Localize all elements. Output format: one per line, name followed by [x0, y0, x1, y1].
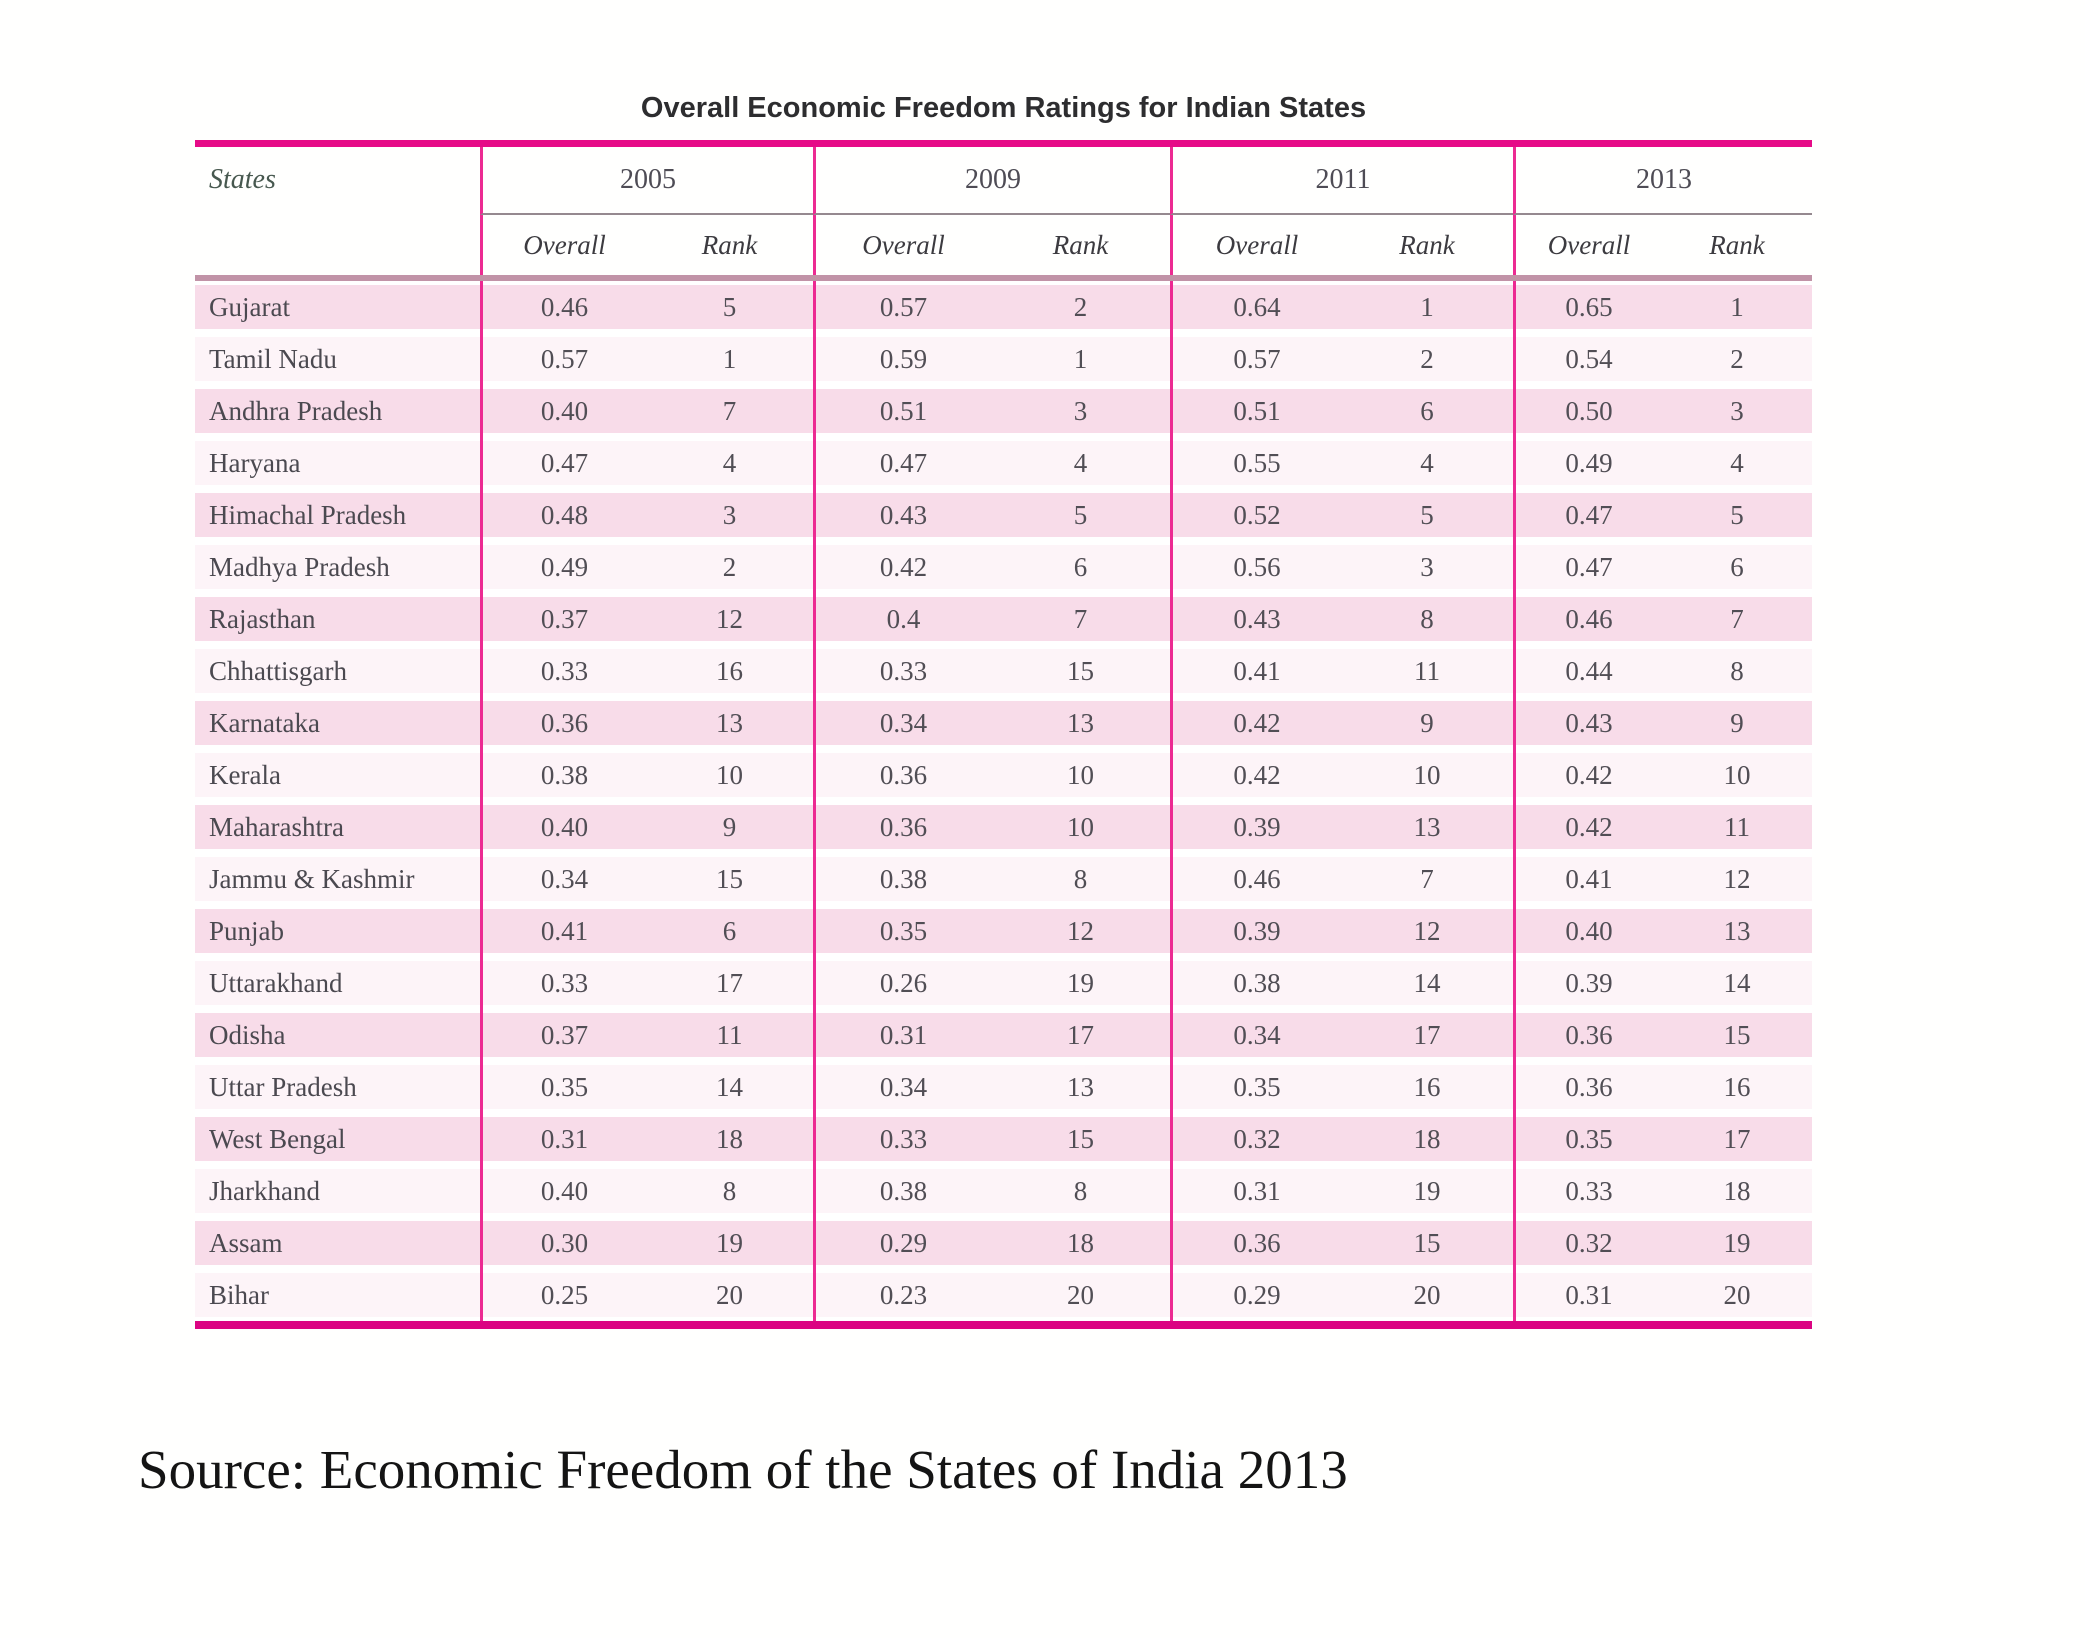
state-name: Tamil Nadu	[209, 343, 337, 374]
overall-value: 0.50	[1513, 385, 1662, 437]
rank-value: 9	[1730, 707, 1744, 738]
rank-value: 20	[1413, 1279, 1441, 1310]
overall-value: 0.47	[813, 437, 991, 489]
overall-value: 0.40	[480, 1165, 646, 1217]
rank-value: 12	[716, 603, 743, 634]
overall-value: 0.29	[1170, 1269, 1341, 1321]
rank-value: 13	[1723, 915, 1751, 946]
overall-value: 0.49	[480, 541, 646, 593]
table-row	[195, 801, 1812, 853]
overall-value: 0.57	[1170, 333, 1341, 385]
overall-value: 0.46	[1170, 853, 1341, 905]
rank-value: 10	[716, 759, 743, 790]
overall-value: 0.33	[813, 645, 991, 697]
column-header-states: States	[209, 164, 276, 195]
rank-value: 6	[1420, 395, 1434, 426]
state-name: Jammu & Kashmir	[209, 863, 415, 894]
overall-value: 0.59	[813, 333, 991, 385]
overall-value: 0.4	[813, 593, 991, 645]
overall-value: 0.42	[1513, 801, 1662, 853]
column-header-2009: 2009	[813, 147, 1170, 215]
rank-value: 15	[716, 863, 743, 894]
table-row	[195, 697, 1812, 749]
table-row	[195, 1165, 1812, 1217]
rank-value: 15	[1723, 1019, 1751, 1050]
state-name: Punjab	[209, 915, 285, 946]
overall-value: 0.31	[813, 1009, 991, 1061]
rank-value: 11	[1414, 655, 1440, 686]
overall-value: 0.65	[1513, 281, 1662, 333]
rank-value: 7	[1730, 603, 1744, 634]
rank-value: 18	[1413, 1123, 1441, 1154]
rank-value: 10	[1067, 811, 1094, 842]
overall-value: 0.36	[813, 749, 991, 801]
overall-value: 0.29	[813, 1217, 991, 1269]
state-name: Karnataka	[209, 707, 320, 738]
state-name: Haryana	[209, 447, 301, 478]
overall-value: 0.38	[1170, 957, 1341, 1009]
overall-value: 0.39	[1170, 905, 1341, 957]
overall-value: 0.49	[1513, 437, 1662, 489]
subheader-overall-2005: Overall	[480, 215, 646, 275]
overall-value: 0.35	[1170, 1061, 1341, 1113]
state-name: Jharkhand	[209, 1175, 320, 1206]
rank-value: 20	[1723, 1279, 1751, 1310]
subheader-rank-2005: Rank	[701, 229, 758, 260]
state-name: Odisha	[209, 1019, 286, 1050]
rank-value: 8	[1420, 603, 1434, 634]
column-header-2005: 2005	[480, 147, 813, 215]
rank-value: 16	[1723, 1071, 1751, 1102]
overall-value: 0.38	[480, 749, 646, 801]
rank-value: 19	[1413, 1175, 1441, 1206]
rank-value: 14	[1723, 967, 1751, 998]
rank-value: 17	[1067, 1019, 1094, 1050]
table-row	[195, 489, 1812, 541]
overall-value: 0.34	[813, 1061, 991, 1113]
overall-value: 0.56	[1170, 541, 1341, 593]
state-name: Gujarat	[209, 291, 290, 322]
rank-value: 13	[716, 707, 743, 738]
rank-value: 14	[1413, 967, 1441, 998]
overall-value: 0.36	[480, 697, 646, 749]
overall-value: 0.36	[1513, 1061, 1662, 1113]
rank-value: 11	[1724, 811, 1750, 842]
overall-value: 0.36	[1513, 1009, 1662, 1061]
overall-value: 0.30	[480, 1217, 646, 1269]
rank-value: 5	[1420, 499, 1434, 530]
rank-value: 6	[1730, 551, 1744, 582]
table-row	[195, 281, 1812, 333]
state-name: Assam	[209, 1227, 283, 1258]
state-name: Bihar	[209, 1279, 269, 1310]
source-note: Source: Economic Freedom of the States of India 2013	[138, 1439, 1348, 1500]
state-name: Maharashtra	[209, 811, 344, 842]
overall-value: 0.41	[1170, 645, 1341, 697]
overall-value: 0.42	[1513, 749, 1662, 801]
overall-value: 0.41	[1513, 853, 1662, 905]
rank-value: 2	[1073, 291, 1088, 322]
overall-value: 0.32	[1170, 1113, 1341, 1165]
rank-value: 12	[1067, 915, 1094, 946]
overall-value: 0.47	[480, 437, 646, 489]
overall-value: 0.48	[480, 489, 646, 541]
rank-value: 4	[1073, 447, 1088, 478]
subheader-overall-2013: Overall	[1513, 215, 1662, 275]
table-row	[195, 1009, 1812, 1061]
state-name: Andhra Pradesh	[209, 395, 383, 426]
overall-value: 0.41	[480, 905, 646, 957]
overall-value: 0.31	[480, 1113, 646, 1165]
overall-value: 0.43	[813, 489, 991, 541]
rank-value: 12	[1413, 915, 1441, 946]
overall-value: 0.26	[813, 957, 991, 1009]
overall-value: 0.47	[1513, 541, 1662, 593]
rank-value: 18	[1067, 1227, 1094, 1258]
overall-value: 0.31	[1513, 1269, 1662, 1321]
rank-value: 8	[722, 1175, 737, 1206]
overall-value: 0.64	[1170, 281, 1341, 333]
overall-value: 0.42	[1170, 749, 1341, 801]
overall-value: 0.43	[1170, 593, 1341, 645]
overall-value: 0.46	[1513, 593, 1662, 645]
overall-value: 0.57	[480, 333, 646, 385]
rank-value: 1	[722, 343, 737, 374]
overall-value: 0.33	[1513, 1165, 1662, 1217]
overall-value: 0.42	[813, 541, 991, 593]
overall-value: 0.25	[480, 1269, 646, 1321]
overall-value: 0.39	[1513, 957, 1662, 1009]
table-title: Overall Economic Freedom Ratings for Indian States	[640, 92, 1367, 124]
rank-value: 13	[1067, 1071, 1094, 1102]
overall-value: 0.35	[480, 1061, 646, 1113]
table-row	[195, 541, 1812, 593]
overall-value: 0.40	[1513, 905, 1662, 957]
rank-value: 3	[1730, 395, 1744, 426]
rank-value: 10	[1723, 759, 1751, 790]
column-header-2011: 2011	[1170, 147, 1513, 215]
overall-value: 0.34	[480, 853, 646, 905]
rank-value: 1	[1730, 291, 1744, 322]
subheader-rank-2011: Rank	[1399, 229, 1455, 260]
overall-value: 0.54	[1513, 333, 1662, 385]
table-row	[195, 749, 1812, 801]
overall-value: 0.38	[813, 853, 991, 905]
overall-value: 0.39	[1170, 801, 1341, 853]
rank-value: 1	[1073, 343, 1088, 374]
rank-value: 19	[1067, 967, 1094, 998]
rank-value: 9	[1420, 707, 1434, 738]
rank-value: 2	[722, 551, 737, 582]
rank-value: 3	[1420, 551, 1434, 582]
overall-value: 0.40	[480, 385, 646, 437]
overall-value: 0.23	[813, 1269, 991, 1321]
overall-value: 0.31	[1170, 1165, 1341, 1217]
table-row	[195, 957, 1812, 1009]
rank-value: 5	[1073, 499, 1088, 530]
rank-value: 17	[1723, 1123, 1751, 1154]
subheader-overall-2009: Overall	[813, 215, 991, 275]
overall-value: 0.36	[1170, 1217, 1341, 1269]
overall-value: 0.35	[813, 905, 991, 957]
rank-value: 7	[1073, 603, 1088, 634]
rank-value: 16	[716, 655, 743, 686]
state-name: Uttar Pradesh	[209, 1071, 357, 1102]
overall-value: 0.43	[1513, 697, 1662, 749]
table-body	[195, 281, 1812, 1321]
rank-value: 4	[1730, 447, 1744, 478]
rank-value: 15	[1067, 1123, 1094, 1154]
rank-value: 13	[1413, 811, 1441, 842]
rank-value: 1	[1420, 291, 1434, 322]
rank-value: 19	[716, 1227, 743, 1258]
rank-value: 18	[1723, 1175, 1751, 1206]
rank-value: 11	[716, 1019, 743, 1050]
overall-value: 0.34	[1170, 1009, 1341, 1061]
table-row	[195, 1269, 1812, 1321]
table-row	[195, 437, 1812, 489]
state-name: Chhattisgarh	[209, 655, 347, 686]
rank-value: 4	[1420, 447, 1434, 478]
overall-value: 0.44	[1513, 645, 1662, 697]
overall-value: 0.51	[813, 385, 991, 437]
state-name: Kerala	[209, 759, 281, 790]
rank-value: 16	[1413, 1071, 1441, 1102]
rank-value: 15	[1413, 1227, 1441, 1258]
rank-value: 7	[1420, 863, 1434, 894]
rank-value: 6	[1073, 551, 1088, 582]
table-row	[195, 1217, 1812, 1269]
table-row	[195, 1061, 1812, 1113]
rank-value: 17	[716, 967, 743, 998]
rank-value: 17	[1413, 1019, 1441, 1050]
overall-value: 0.52	[1170, 489, 1341, 541]
rank-value: 3	[1073, 395, 1088, 426]
rank-value: 7	[722, 395, 737, 426]
overall-value: 0.37	[480, 593, 646, 645]
overall-value: 0.51	[1170, 385, 1341, 437]
rank-value: 8	[1073, 863, 1088, 894]
rank-value: 2	[1420, 343, 1434, 374]
economic-freedom-table	[195, 140, 1812, 1329]
table-row	[195, 593, 1812, 645]
rank-value: 3	[722, 499, 737, 530]
overall-value: 0.40	[480, 801, 646, 853]
rank-value: 8	[1730, 655, 1744, 686]
rank-value: 4	[722, 447, 737, 478]
table-header	[195, 147, 1812, 281]
overall-value: 0.47	[1513, 489, 1662, 541]
table-row	[195, 333, 1812, 385]
overall-value: 0.46	[480, 281, 646, 333]
table-row	[195, 645, 1812, 697]
table-row	[195, 905, 1812, 957]
overall-value: 0.36	[813, 801, 991, 853]
overall-value: 0.33	[480, 957, 646, 1009]
rank-value: 20	[1067, 1279, 1094, 1310]
rank-value: 2	[1730, 343, 1744, 374]
rank-value: 6	[722, 915, 737, 946]
rank-value: 8	[1073, 1175, 1088, 1206]
overall-value: 0.32	[1513, 1217, 1662, 1269]
subheader-rank-2013: Rank	[1709, 229, 1765, 260]
rank-value: 9	[722, 811, 737, 842]
rank-value: 10	[1067, 759, 1094, 790]
overall-value: 0.35	[1513, 1113, 1662, 1165]
subheader-overall-2011: Overall	[1170, 215, 1341, 275]
state-name: West Bengal	[209, 1123, 346, 1154]
rank-value: 20	[716, 1279, 743, 1310]
column-header-2013: 2013	[1513, 147, 1812, 215]
table-row	[195, 385, 1812, 437]
state-name: Madhya Pradesh	[209, 551, 390, 582]
rank-value: 19	[1723, 1227, 1751, 1258]
rank-value: 12	[1723, 863, 1751, 894]
overall-value: 0.37	[480, 1009, 646, 1061]
table-row	[195, 1113, 1812, 1165]
rank-value: 15	[1067, 655, 1094, 686]
rank-value: 5	[1730, 499, 1744, 530]
rank-value: 10	[1413, 759, 1441, 790]
state-name: Rajasthan	[209, 603, 316, 634]
state-name: Uttarakhand	[209, 967, 343, 998]
overall-value: 0.55	[1170, 437, 1341, 489]
subheader-rank-2009: Rank	[1052, 229, 1109, 260]
overall-value: 0.34	[813, 697, 991, 749]
rank-value: 18	[716, 1123, 743, 1154]
overall-value: 0.57	[813, 281, 991, 333]
table-row	[195, 853, 1812, 905]
overall-value: 0.33	[480, 645, 646, 697]
overall-value: 0.38	[813, 1165, 991, 1217]
overall-value: 0.33	[813, 1113, 991, 1165]
rank-value: 13	[1067, 707, 1094, 738]
overall-value: 0.42	[1170, 697, 1341, 749]
rank-value: 14	[716, 1071, 743, 1102]
rank-value: 5	[722, 291, 737, 322]
state-name: Himachal Pradesh	[209, 499, 407, 530]
